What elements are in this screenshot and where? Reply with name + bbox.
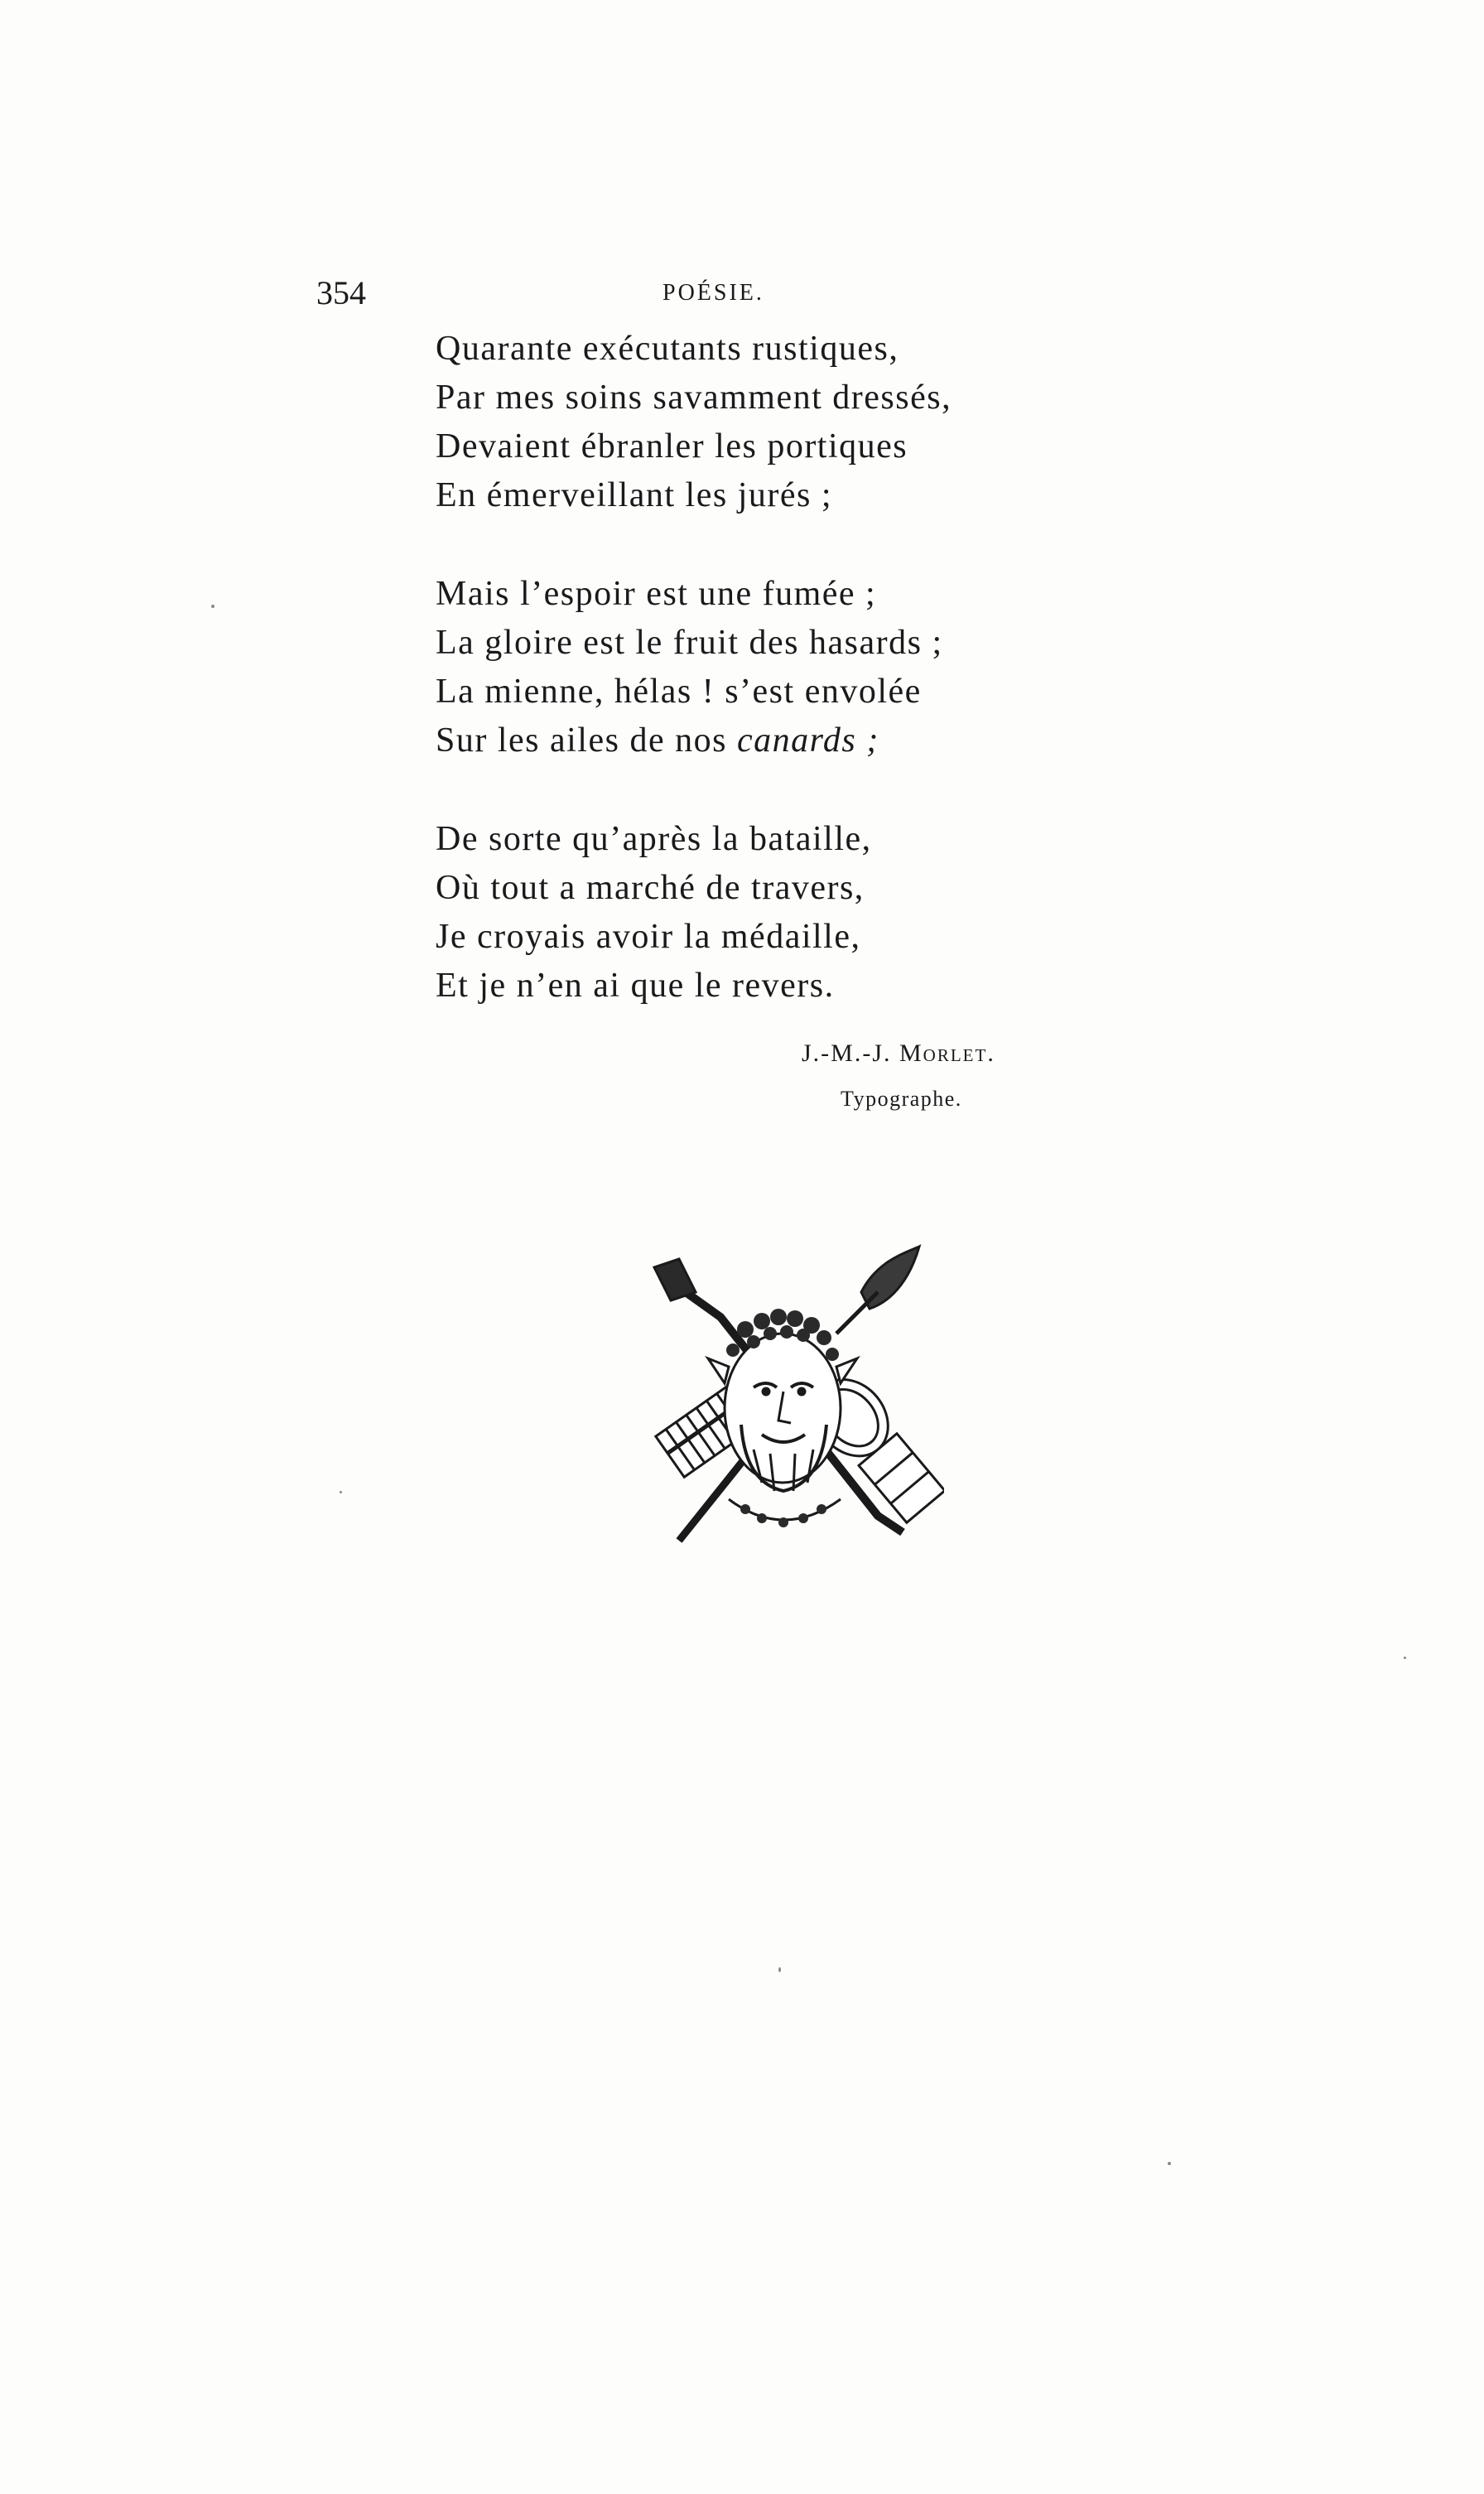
poem-line: Par mes soins savamment dressés,	[436, 379, 952, 417]
poem-line: Mais l’espoir est une fumée ;	[436, 575, 877, 613]
poem-line: Quarante exécutants rustiques,	[436, 330, 899, 368]
running-head: POÉSIE.	[662, 280, 764, 306]
poem-line: Je croyais avoir la médaille,	[436, 918, 861, 956]
paper-speck	[1168, 2162, 1171, 2165]
page-number: 354	[316, 274, 366, 311]
stanza-3	[436, 815, 1065, 1011]
stanza-2	[436, 570, 1065, 765]
paper-speck	[340, 1491, 342, 1493]
paper-speck	[778, 1967, 781, 1972]
poem-line: Où tout a marché de travers,	[436, 869, 865, 907]
poem	[436, 325, 1065, 1060]
stanza-1	[436, 325, 1065, 520]
poem-line: En émerveillant les jurés ;	[436, 476, 833, 514]
poem-line: De sorte qu’après la bataille,	[436, 820, 872, 858]
poem-line	[436, 716, 1065, 765]
poem-line-italic: canards ;	[736, 721, 879, 760]
poem-line: La gloire est le fruit des hasards ;	[436, 624, 943, 662]
author-signature: J.-M.-J. Morlet.	[802, 1040, 995, 1067]
author-profession: Typographe.	[841, 1087, 962, 1111]
satyr-head-ornament-icon	[629, 1242, 944, 1574]
poem-line-text: Sur les ailes de nos	[436, 721, 737, 760]
poem-line: La mienne, hélas ! s’est envolée	[436, 673, 922, 711]
paper-speck	[211, 605, 214, 608]
paper-speck	[1404, 1657, 1406, 1659]
poem-line: Et je n’en ai que le revers.	[436, 967, 835, 1005]
poem-line: Devaient ébranler les portiques	[436, 427, 908, 466]
